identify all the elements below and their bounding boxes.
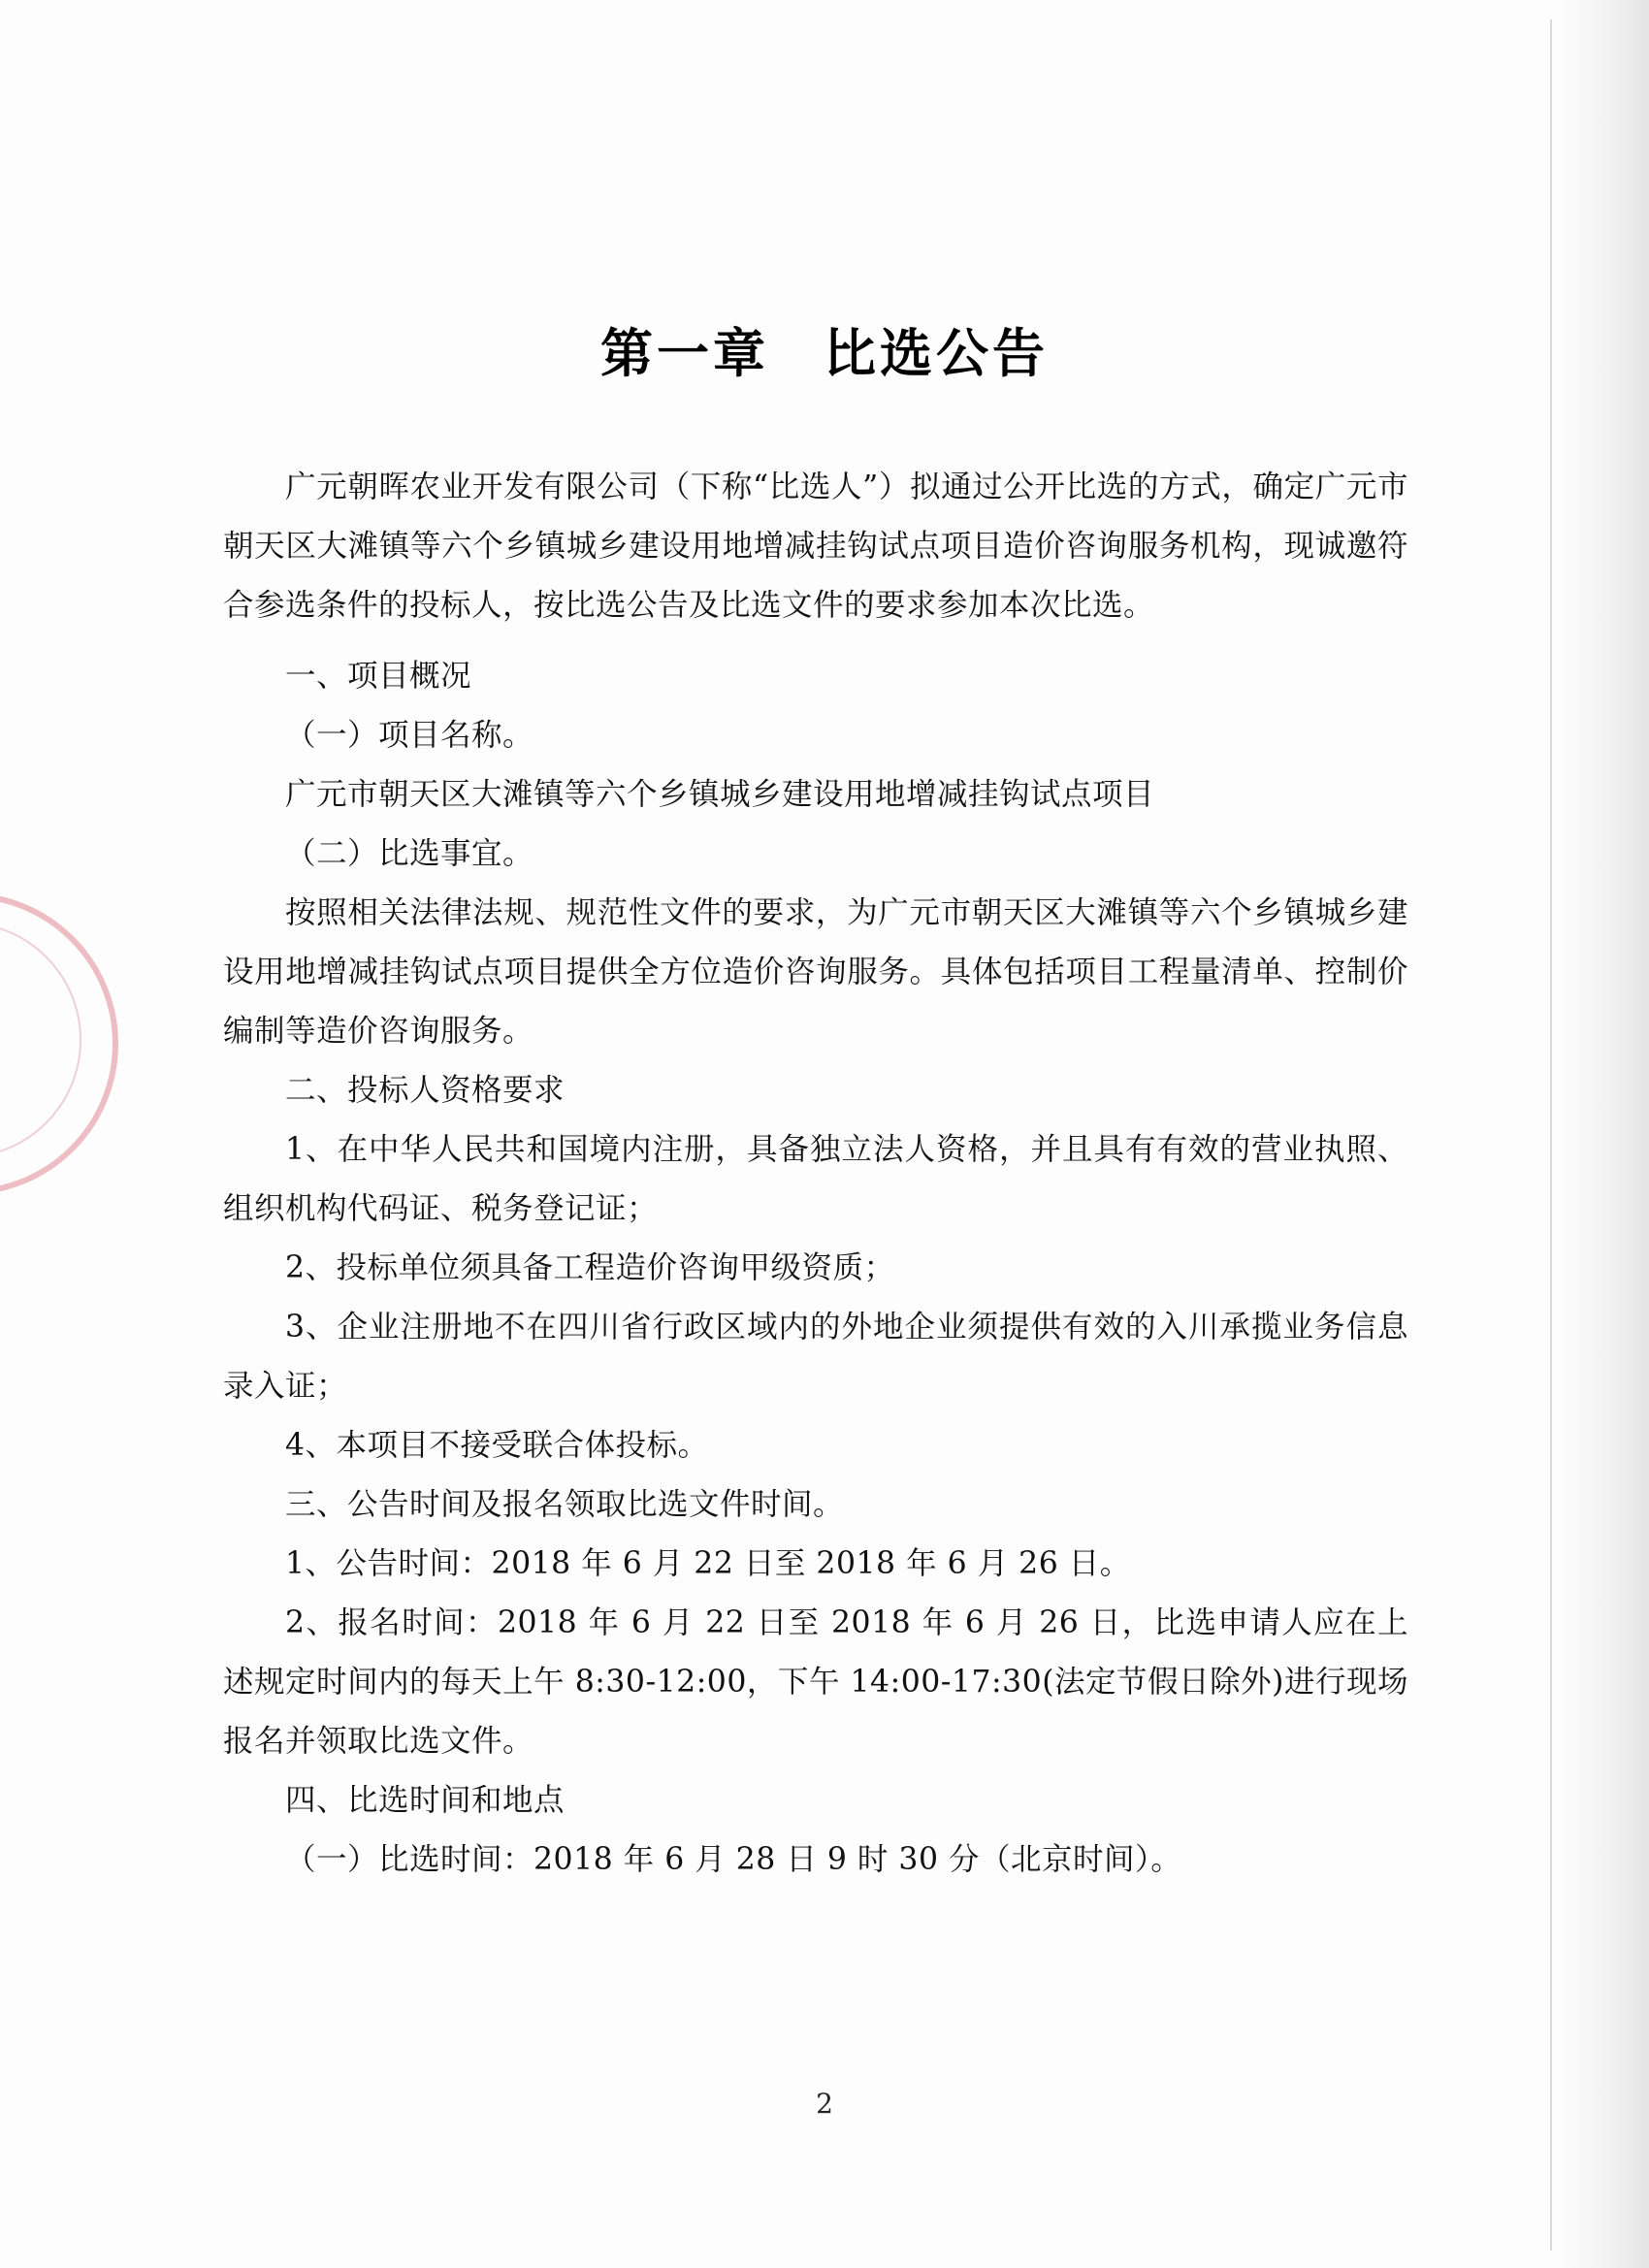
selection-matters-text: 按照相关法律法规、规范性文件的要求，为广元市朝天区大滩镇等六个乡镇城乡建设用地增减挂钩试点项目提供全方位造价咨询服务。具体包括项目工程量清单、控制价编制等造价咨询服务。 (223, 895, 1408, 1049)
project-name-text: 广元市朝天区大滩镇等六个乡镇城乡建设用地增减挂钩试点项目 (285, 777, 1155, 812)
selection-time-item: （一）比选时间：2018 年 6 月 28 日 9 时 30 分（北京时间）。 (285, 1842, 1182, 1877)
qualification-item-3: 3、企业注册地不在四川省行政区域内的外地企业须提供有效的入川承揽业务信息录入证； (223, 1310, 1408, 1404)
subsection-heading-project-name: （一）项目名称。 (285, 718, 534, 753)
chapter-number: 第一章 (600, 323, 769, 384)
announcement-time-item-1: 1、公告时间：2018 年 6 月 22 日至 2018 年 6 月 26 日。 (285, 1546, 1131, 1581)
qualification-item-4: 4、本项目不接受联合体投标。 (285, 1428, 709, 1463)
announcement-time-item-2: 2、报名时间：2018 年 6 月 22 日至 2018 年 6 月 26 日，比选申请人应在上述规定时间内的每天上午 8:30-12:00，下午 14:00-17:30(法定节假日除外)进行现场报名并领取比选文件。 (223, 1605, 1408, 1759)
page-number: 2 (816, 2088, 833, 2120)
chapter-title (0, 312, 1649, 387)
subsection-heading-selection-matters: （二）比选事宜。 (285, 836, 534, 871)
intro-paragraph: 广元朝晖农业开发有限公司（下称“比选人”）拟通过公开比选的方式，确定广元市朝天区大滩镇等六个乡镇城乡建设用地增减挂钩试点项目造价咨询服务机构，现诚邀符合参选条件的投标人，按比选公告及比选文件的要求参加本次比选。 (223, 470, 1408, 623)
chapter-name: 比选公告 (824, 323, 1049, 384)
qualification-item-1: 1、在中华人民共和国境内注册，具备独立法人资格，并且具有有效的营业执照、组织机构代码证、税务登记证； (223, 1132, 1408, 1226)
qualification-item-2: 2、投标单位须具备工程造价咨询甲级资质； (285, 1250, 895, 1285)
section-heading-qualifications: 二、投标人资格要求 (285, 1073, 566, 1108)
section-heading-announcement-time: 三、公告时间及报名领取比选文件时间。 (285, 1487, 845, 1522)
section-heading-project-overview: 一、项目概况 (285, 659, 472, 694)
section-heading-selection-time-place: 四、比选时间和地点 (285, 1783, 566, 1818)
document-body (223, 458, 1408, 1890)
